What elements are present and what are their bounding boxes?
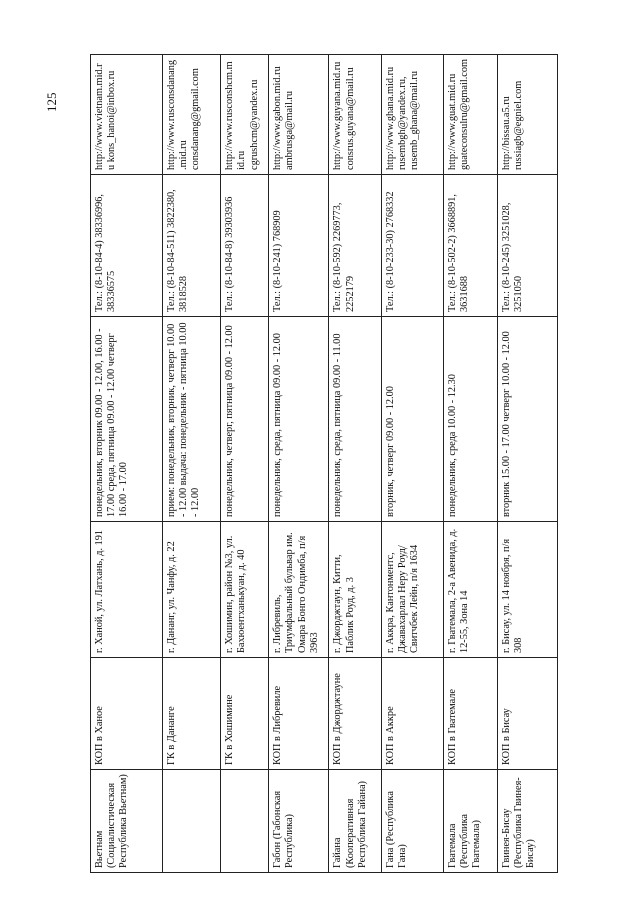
office-cell: КОП в Джорджтауне [329, 658, 381, 770]
contact-cell: http://www.guyana.mid.ru consrus.guyana@mail.ru [329, 55, 381, 175]
table-row [443, 55, 497, 873]
office-cell: ГК в Дананге [163, 658, 221, 770]
contact-cell: http://www.ghana.mid.ru rusembgh@yandex.ru, rusemb_ghana@mail.ru [381, 55, 443, 175]
table-row [269, 55, 329, 873]
phone-cell: Тел.: (8-10-84-4) 38336996, 38336575 [91, 175, 163, 317]
country-cell [163, 770, 221, 873]
phone-cell: Тел.: (8-10-233-30) 2768332 [381, 175, 443, 317]
table-row [221, 55, 269, 873]
contact-cell: http://www.rusconshcm.mid.ru cgrushcm@yandex.ru [221, 55, 269, 175]
country-cell: Гвинея-Бисау (Республика Гвинея-Бисау) [497, 770, 557, 873]
phone-cell: Тел.: (8-10-84-8) 39303936 [221, 175, 269, 317]
office-cell: КОП в Гватемале [443, 658, 497, 770]
phone-cell: Тел.: (8-10-592) 2269773, 2252179 [329, 175, 381, 317]
country-cell: Гайана (Кооперативная Республика Гайана) [329, 770, 381, 873]
phone-cell: Тел.: (8-10-245) 3251028, 3251050 [497, 175, 557, 317]
country-cell [221, 770, 269, 873]
page-number: 125 [44, 92, 59, 112]
contact-cell: http://bissau.a5.ru russiagb@egniel.com [497, 55, 557, 175]
table-row [329, 55, 381, 873]
hours-cell: вторник, четверг 09.00 - 12.00 [381, 317, 443, 522]
office-cell: КОП в Бисау [497, 658, 557, 770]
consulates-table [90, 54, 558, 873]
table-row [497, 55, 557, 873]
country-cell: Гватемала (Республика Гватемала) [443, 770, 497, 873]
country-cell: Вьетнам (Социалистическая Республика Вьетнам) [91, 770, 163, 873]
hours-cell: понедельник, четверг, пятница 09.00 - 12.00 [221, 317, 269, 522]
hours-cell: вторник 15.00 - 17.00 четверг 10.00 - 12.00 [497, 317, 557, 522]
contact-cell: http://www.vietnam.mid.ru kons_hanoi@inbox.ru [91, 55, 163, 175]
table-row [163, 55, 221, 873]
office-cell: КОП в Ханое [91, 658, 163, 770]
address-cell: г. Ханой, ул. Латхань, д. 191 [91, 522, 163, 658]
contact-cell: http://www.guat.mid.ru guateconsulru@gmail.com [443, 55, 497, 175]
address-cell: г. Джорджтаун, Китти, Паблик Роуд, д. 3 [329, 522, 381, 658]
address-cell: г. Дананг, ул. Чанфу, д. 22 [163, 522, 221, 658]
address-cell: г. Гватемала, 2-а Авенида, д. 12-55, Зона 14 [443, 522, 497, 658]
address-cell: г. Либревиль, Триумфальный бульвар им. Омара Бонго Ондимба, п/я 3963 [269, 522, 329, 658]
contact-cell: http://www.rusconsdanang.mid.ru consdanang@gmail.com [163, 55, 221, 175]
country-cell: Гана (Республика Гана) [381, 770, 443, 873]
hours-cell: понедельник, среда, пятница 09.00 - 11.00 [329, 317, 381, 522]
country-cell: Габон (Габонская Республика) [269, 770, 329, 873]
table-row [91, 55, 163, 873]
phone-cell: Тел.: (8-10-84-511) 3822380, 3818528 [163, 175, 221, 317]
hours-cell: прием: понедельник, вторник, четверг 10.00 - 12.00 выдача: понедельник - пятница 10.00 - 12.00 [163, 317, 221, 522]
contact-cell: http://www.gabon.mid.ru ambrusga@mail.ru [269, 55, 329, 175]
office-cell: КОП в Аккре [381, 658, 443, 770]
phone-cell: Тел.: (8-10-241) 768909 [269, 175, 329, 317]
phone-cell: Тел.: (8-10-502-2) 3668891, 3631688 [443, 175, 497, 317]
hours-cell: понедельник, вторник 09.00 - 12.00, 16.00 - 17.00 среда, пятница 09.00 - 12.00 четверг 16.00 - 17.00 [91, 317, 163, 522]
address-cell: г. Аккра, Кантонментс, Джавахарлал Неру Роуд/Свитчбек Лейн, п/я 1634 [381, 522, 443, 658]
office-cell: КОП в Либревиле [269, 658, 329, 770]
address-cell: г. Бисау, ул. 14 ноября, п/я 308 [497, 522, 557, 658]
table-row [381, 55, 443, 873]
hours-cell: понедельник, среда, пятница 09.00 - 12.00 [269, 317, 329, 522]
rotated-table-container [90, 55, 558, 873]
office-cell: ГК в Хошимине [221, 658, 269, 770]
hours-cell: понедельник, среда 10.00 - 12.30 [443, 317, 497, 522]
address-cell: г. Хошимин, район №3, ул. Бахюентханькуан, д. 40 [221, 522, 269, 658]
